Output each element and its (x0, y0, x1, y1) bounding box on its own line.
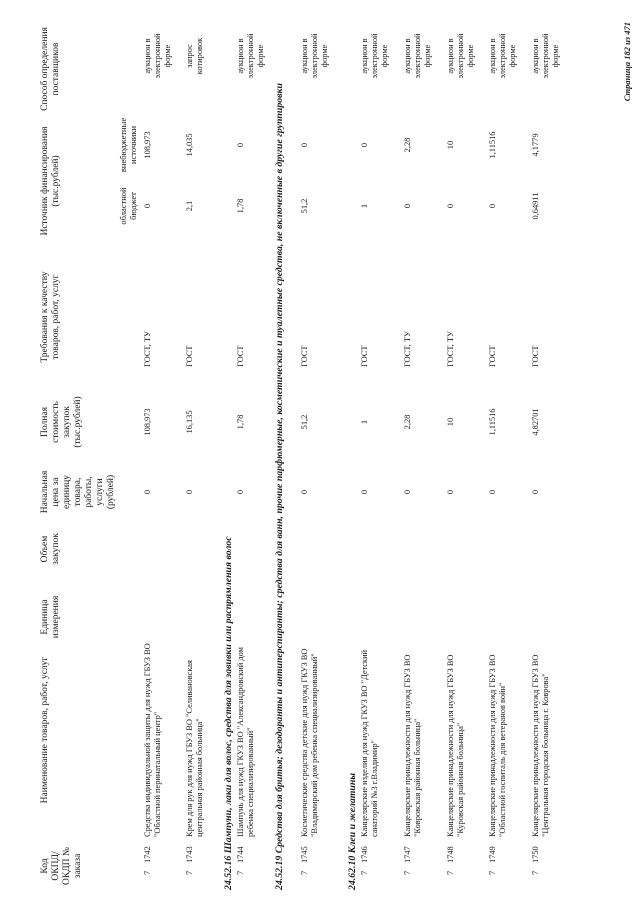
row-1744-regional: 1,78 (236, 198, 245, 214)
row-1748-total: 10 (446, 417, 455, 427)
row-1749-code: 7 (488, 870, 497, 875)
row-1746-offbudget: 0 (360, 142, 369, 148)
row-1750-num: 1750 (531, 846, 540, 863)
header-unit: Единица измерения (40, 595, 61, 639)
row-1749-num: 1749 (488, 846, 497, 863)
row-1748-code: 7 (446, 870, 455, 875)
page-counter: Страница 182 из 471 (622, 22, 632, 102)
row-1746-code: 7 (360, 870, 369, 875)
row-1750-regional: 0,64911 (531, 192, 540, 220)
row-1744-method: аукцион в электронной форме (236, 33, 265, 79)
row-1747-req: ГОСТ, ТУ (403, 331, 412, 367)
row-1746-regional: 1 (360, 203, 369, 209)
row-1748-offbudget: 10 (446, 140, 455, 150)
row-1750-method: аукцион в электронной форме (531, 33, 560, 79)
header-source-regional: областной бюджет (118, 187, 138, 225)
row-1745-num: 1745 (300, 846, 309, 863)
row-1743-price: 0 (185, 489, 194, 495)
section-24-52-16: 24.52.16 Шампуни, лаки для волос, средства для завивки или распрямления волос (223, 536, 234, 890)
row-1750-total: 4,82701 (531, 408, 540, 436)
row-1748-req: ГОСТ, ТУ (446, 331, 455, 367)
row-1744-total: 1,78 (236, 414, 245, 430)
row-1749-regional: 0 (488, 203, 497, 209)
row-1743-code: 7 (185, 870, 194, 875)
row-1742-num: 1742 (143, 846, 152, 863)
row-1749-total: 1,11516 (488, 408, 497, 436)
section-24-52-19: 24.52.19 Средства для бритья; дезодоранты и антиперспиранты; средства для ванн, прочие парфюмерные, косметические и туалетные средства, не включенные в другие группировки (274, 83, 285, 890)
header-method: Способ определения поставщиков (40, 27, 61, 111)
row-1749-price: 0 (488, 489, 497, 495)
row-1744-price: 0 (236, 489, 245, 495)
row-1747-method: аукцион в электронной форме (403, 33, 432, 79)
row-1745-req: ГОСТ (300, 345, 309, 367)
row-1745-price: 0 (300, 489, 309, 495)
row-1747-num: 1747 (403, 846, 412, 863)
row-1750-name: Канцелярские принадлежности для нужд ГБУЗ ВО "Центральная городская больница г. Коврова" (531, 654, 550, 837)
row-1745-total: 51,2 (300, 414, 309, 430)
row-1748-regional: 0 (446, 203, 455, 209)
row-1744-code: 7 (236, 870, 245, 875)
row-1746-req: ГОСТ (360, 345, 369, 367)
row-1742-total: 108,973 (143, 408, 152, 436)
row-1744-num: 1744 (236, 846, 245, 863)
row-1747-code: 7 (403, 870, 412, 875)
header-name: Наименование товаров, работ, услуг (40, 656, 50, 804)
row-1743-num: 1743 (185, 846, 194, 863)
section-24-62-10: 24.62.10 Клеи и желатины (347, 772, 358, 890)
row-1743-req: ГОСТ (185, 345, 194, 367)
row-1742-price: 0 (143, 489, 152, 495)
row-1746-total: 1 (360, 419, 369, 425)
row-1744-name: Шампунь для нужд ГКУЗ ВО "Александровский дом ребенка специализированный" (236, 647, 255, 837)
row-1748-name: Канцелярские принадлежности для нужд ГБУЗ ВО "Куровская районная больница" (446, 654, 465, 837)
row-1748-price: 0 (446, 489, 455, 495)
row-1747-offbudget: 2,28 (403, 137, 412, 153)
row-1748-method: аукцион в электронной форме (446, 33, 475, 79)
header-volume: Объем закупок (40, 533, 61, 565)
row-1746-name: Канцелярские изделия для нужд ГКУЗ ВО "Детский санаторий №3 г.Владимир" (360, 649, 379, 837)
row-1750-price: 0 (531, 489, 540, 495)
row-1742-offbudget: 108,973 (143, 131, 152, 159)
row-1747-name: Канцелярские принадлежности для нужд ГБУЗ ВО "Ковровская районная больница" (403, 654, 422, 837)
row-1749-method: аукцион в электронной форме (488, 33, 517, 79)
header-total: Полная стоимость закупок (тыс.рублей) (40, 396, 83, 448)
row-1747-regional: 0 (403, 203, 412, 209)
row-1745-method: аукцион в электронной форме (300, 33, 329, 79)
row-1742-code: 7 (143, 870, 152, 875)
row-1742-req: ГОСТ, ТУ (143, 331, 152, 367)
row-1743-offbudget: 14,035 (185, 133, 194, 157)
row-1749-req: ГОСТ (488, 345, 497, 367)
header-requirements: Требования к качеству товаров, работ, услуг (40, 271, 61, 363)
row-1744-offbudget: 0 (236, 142, 245, 148)
header-price: Начальная цена за единицу товара, работы, услуги (рублей) (40, 470, 116, 514)
row-1743-total: 16,135 (185, 410, 194, 434)
row-1745-code: 7 (300, 870, 309, 875)
row-1747-total: 2,28 (403, 414, 412, 430)
row-1742-method: аукцион в электронной форме (143, 33, 172, 79)
row-1748-num: 1748 (446, 846, 455, 863)
row-1750-req: ГОСТ (531, 345, 540, 367)
row-1743-method: запрос котировок (185, 37, 204, 75)
row-1746-num: 1746 (360, 846, 369, 863)
row-1746-method: аукцион в электронной форме (360, 33, 389, 79)
row-1747-price: 0 (403, 489, 412, 495)
row-1745-offbudget: 0 (300, 142, 309, 148)
row-1750-code: 7 (531, 870, 540, 875)
header-source-offbudget: внебюджетные источники (118, 117, 138, 173)
row-1749-offbudget: 1,11516 (488, 131, 497, 159)
row-1742-name: Средства индивидуальной защиты для нужд ГБУЗ ВО "Областной перинатальный центр" (143, 643, 162, 837)
row-1746-price: 0 (360, 489, 369, 495)
row-1749-name: Канцелярские принадлежности для нужд ГБУЗ ВО "Областной госпиталь для ветеранов войн" (488, 654, 507, 837)
row-1743-name: Крем для рук для нужд ГБУЗ ВО "Селивановская центральная районная больница" (185, 660, 204, 837)
row-1743-regional: 2,1 (185, 200, 194, 212)
row-1742-regional: 0 (143, 203, 152, 209)
row-1745-regional: 51,2 (300, 198, 309, 214)
row-1750-offbudget: 4,1779 (531, 133, 540, 157)
row-1745-name: Косметические средства детские для нужд ГКУЗ ВО "Владимирский дом ребенка специализированный" (300, 648, 319, 837)
row-1744-req: ГОСТ (236, 345, 245, 367)
header-source: Источник финансирования (тыс.рублей) (40, 126, 61, 236)
header-code: Код ОКПД/ ОКДП № заказа (40, 847, 83, 885)
